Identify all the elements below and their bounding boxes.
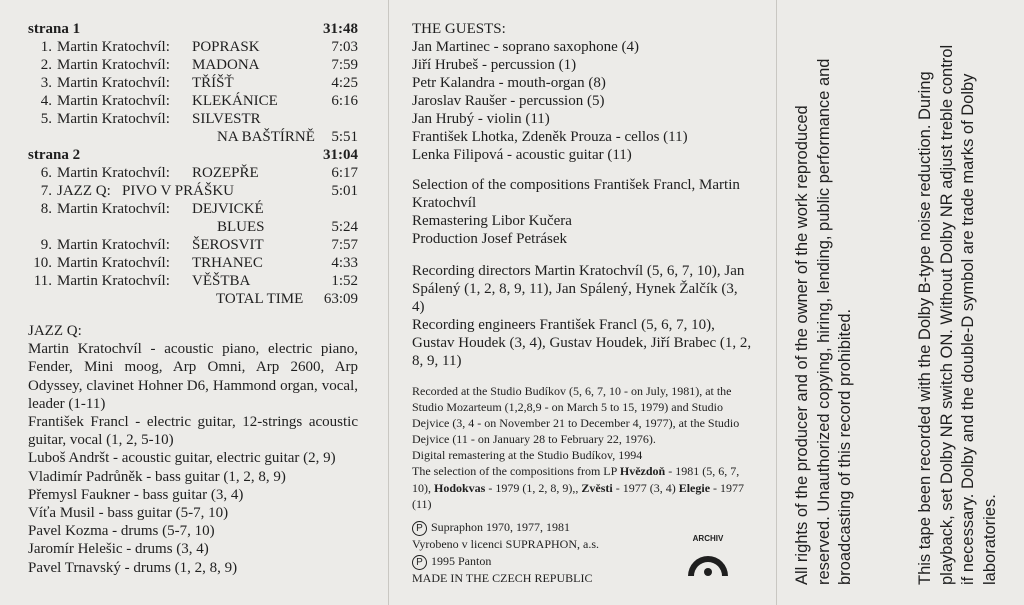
dolby-line: This tape been recorded with the Dolby B-type noise reduction. During [916, 71, 934, 585]
track-duration: 5:01 [331, 183, 358, 199]
copyright-line: P 1995 Panton [412, 553, 662, 570]
dolby-system-logo [880, 460, 894, 580]
license-line: Vyrobeno v licenci SUPRAPHON, a.s. [412, 537, 599, 551]
side-label: strana 1 [28, 21, 81, 37]
track-row [28, 38, 358, 56]
band-member: Martin Kratochvíl - acoustic piano, electric piano, Fender, Mini moog, Arp Omni, Arp 2600, Arp Odyssey, clavinet Hohner D6, Hammond organ, vocal, leader (1-11) [28, 341, 358, 412]
guest-item: Jan Hrubý - violin (11) [412, 111, 550, 127]
track-row [28, 200, 358, 218]
track-title: SILVESTR [192, 111, 261, 127]
track-artist: JAZZ Q: [57, 183, 111, 199]
track-duration: 5:24 [331, 219, 358, 235]
track-title: VĚŠTBA [192, 273, 251, 289]
track-duration: 7:57 [331, 237, 358, 253]
logo-text: ARCHIV [692, 534, 724, 543]
digital-remaster-note: Digital remastering at the Studio Budíkov, 1994 [412, 448, 643, 463]
track-number: 1. [40, 39, 52, 55]
track-duration: 7:03 [331, 39, 358, 55]
track-number: 9. [40, 237, 52, 253]
side-label: strana 2 [28, 147, 81, 163]
track-number: 6. [40, 165, 52, 181]
track-row [28, 56, 358, 74]
track-row [28, 182, 358, 200]
guest-item: František Lhotka, Zdeněk Prouza - cellos (11) [412, 129, 688, 145]
lp-title: Zvěsti [581, 480, 613, 495]
archiv-supraphon-logo [680, 532, 736, 578]
guests-heading: THE GUESTS: [412, 21, 506, 37]
studio-notes: Recorded at the Studio Budíkov (5, 6, 7, 10 - on July, 1981), at the Studio Mozarteum (1,2,8,9 - on March 5 to 15, 1979) and Studio Dejvice (3, 4 - on November 21 to December 4, 1977), at the Studio Dejvice (11 - on January 28 to February 22, 1976). [412, 384, 740, 447]
track-duration: 4:25 [331, 75, 358, 91]
total-time-row [28, 290, 358, 308]
phonogram-icon: P [412, 521, 427, 536]
guest-item: Jiří Hrubeš - percussion (1) [412, 57, 577, 73]
track-number: 10. [33, 255, 52, 271]
fold-line-2 [776, 0, 777, 605]
track-number: 5. [40, 111, 52, 127]
track-artist: Martin Kratochvíl: [57, 111, 170, 127]
side-header [28, 20, 358, 38]
phonogram-icon: P [412, 555, 427, 570]
band-members [28, 322, 358, 577]
track-title: POPRASK [192, 39, 260, 55]
track-duration: 6:17 [331, 165, 358, 181]
guest-item: Lenka Filipová - acoustic guitar (11) [412, 147, 632, 163]
origin-line: MADE IN THE CZECH REPUBLIC [412, 570, 593, 585]
track-row [28, 254, 358, 272]
track-artist: Martin Kratochvíl: [57, 57, 170, 73]
band-member: Víťa Musil - bass guitar (5-7, 10) [28, 505, 229, 522]
recording-directors: Recording directors Martin Kratochvíl (5, 6, 7, 10), Jan Spálený (1, 2, 8, 9, 11), Jan Spálený, Hynek Žalčík (3, 4) [412, 263, 745, 315]
recording-engineers: Recording engineers František Francl (5, 6, 7, 10), Gustav Houdek (3, 4), Gustav Houdek, Jiří Brabec (1, 2, 8, 9, 11) [412, 317, 752, 369]
side-header [28, 146, 358, 164]
track-row [28, 164, 358, 182]
track-artist: Martin Kratochvíl: [57, 75, 170, 91]
legal-info [412, 519, 662, 586]
track-number: 7. [40, 183, 52, 199]
track-row [28, 74, 358, 92]
track-number: 4. [40, 93, 52, 109]
track-number: 3. [40, 75, 52, 91]
band-member: Vladimír Padrůněk - bass guitar (1, 2, 8, 9) [28, 468, 286, 485]
track-title: ROZEPŘE [192, 165, 259, 181]
track-artist: Martin Kratochvíl: [57, 255, 170, 271]
track-number: 8. [40, 201, 52, 217]
track-row-continued [28, 218, 358, 236]
lp-title: Elegie [678, 480, 711, 495]
track-title: PIVO V PRÁŠKU [122, 183, 234, 199]
track-title-continued: NA BAŠTÍRNĚ [217, 129, 315, 145]
band-member: Luboš Andršt - acoustic guitar, electric guitar (2, 9) [28, 450, 336, 467]
lp-title: Hvězdoň [619, 464, 666, 479]
production-credits [412, 176, 752, 248]
side-time: 31:48 [323, 21, 358, 37]
track-row [28, 236, 358, 254]
track-duration: 4:33 [331, 255, 358, 271]
band-member: Jaromír Helešic - drums (3, 4) [28, 541, 209, 558]
recording-notes [412, 383, 754, 512]
band-member: Přemysl Faukner - bass guitar (3, 4) [28, 486, 244, 503]
track-duration: 6:16 [331, 93, 358, 109]
copyright-line: P Supraphon 1970, 1977, 1981 [412, 519, 662, 536]
track-title: DEJVICKÉ [192, 201, 264, 217]
track-row-continued [28, 128, 358, 146]
recording-credits [412, 262, 752, 370]
total-time-label: TOTAL TIME [216, 291, 304, 307]
track-row [28, 92, 358, 110]
rights-line: broadcasting of this record prohibited. [836, 308, 854, 585]
track-artist: Martin Kratochvíl: [57, 273, 170, 289]
credit-selection: Selection of the compositions František Francl, Martin Kratochvíl [412, 177, 740, 211]
track-artist: Martin Kratochvíl: [57, 201, 170, 217]
track-artist: Martin Kratochvíl: [57, 39, 170, 55]
track-artist: Martin Kratochvíl: [57, 93, 170, 109]
tracklist-panel [0, 0, 388, 605]
guest-item: Jan Martinec - soprano saxophone (4) [412, 39, 640, 55]
track-artist: Martin Kratochvíl: [57, 237, 170, 253]
guests-section [412, 20, 752, 164]
logo-ring-text: SUPRAPHON [688, 550, 728, 556]
track-row [28, 110, 358, 128]
band-member: Pavel Kozma - drums (5-7, 10) [28, 523, 215, 540]
dolby-line: laboratories. [980, 494, 999, 585]
dolby-line: playback, set Dolby NR switch ON. Without Dolby NR adjust treble control [937, 44, 956, 585]
rights-notice [792, 59, 857, 585]
credits-panel [388, 0, 776, 605]
rights-line: All rights of the producer and of the owner of the work reproduced [793, 105, 811, 585]
track-title-continued: BLUES [217, 219, 265, 235]
track-number: 2. [40, 57, 52, 73]
track-row [28, 272, 358, 290]
track-title: ŠEROSVIT [192, 237, 264, 253]
track-title: KLEKÁNICE [192, 93, 278, 109]
tracklist [28, 20, 358, 308]
side-time: 31:04 [323, 147, 358, 163]
track-number: 11. [33, 273, 52, 289]
band-member: František Francl - electric guitar, 12-strings acoustic guitar, vocal (1, 2, 5-10) [28, 414, 358, 449]
track-artist: Martin Kratochvíl: [57, 165, 170, 181]
track-title: TRHANEC [192, 255, 263, 271]
track-duration: 5:51 [331, 129, 358, 145]
dolby-line: if necessary. Dolby and the double-D symbol are trade marks of Dolby [959, 73, 977, 585]
lp-title: Hodokvas [434, 480, 486, 495]
band-heading: JAZZ Q: [28, 323, 82, 339]
track-title: TŘÍŠŤ [192, 75, 234, 91]
guest-item: Petr Kalandra - mouth-organ (8) [412, 75, 606, 91]
rights-line: reserved. Unauthorized copying, hiring, lending, public performance and [814, 58, 833, 585]
credit-production: Production Josef Petrásek [412, 231, 567, 247]
track-duration: 1:52 [331, 273, 358, 289]
lp-selection-note: The selection of the compositions from LP Hvězdoň - 1981 (5, 6, 7, 10), Hodokvas - 1979 (1, 2, 8, 9),, Zvěsti - 1977 (3, 4) Elegie - 1977 (11) [412, 464, 745, 511]
dolby-notice [915, 45, 1001, 585]
track-duration: 7:59 [331, 57, 358, 73]
band-member: Pavel Trnavský - drums (1, 2, 8, 9) [28, 559, 238, 576]
guest-item: Jaroslav Raušer - percussion (5) [412, 93, 605, 109]
track-title: MADONA [192, 57, 260, 73]
total-time-value: 63:09 [323, 291, 358, 307]
credit-remastering: Remastering Libor Kučera [412, 213, 572, 229]
